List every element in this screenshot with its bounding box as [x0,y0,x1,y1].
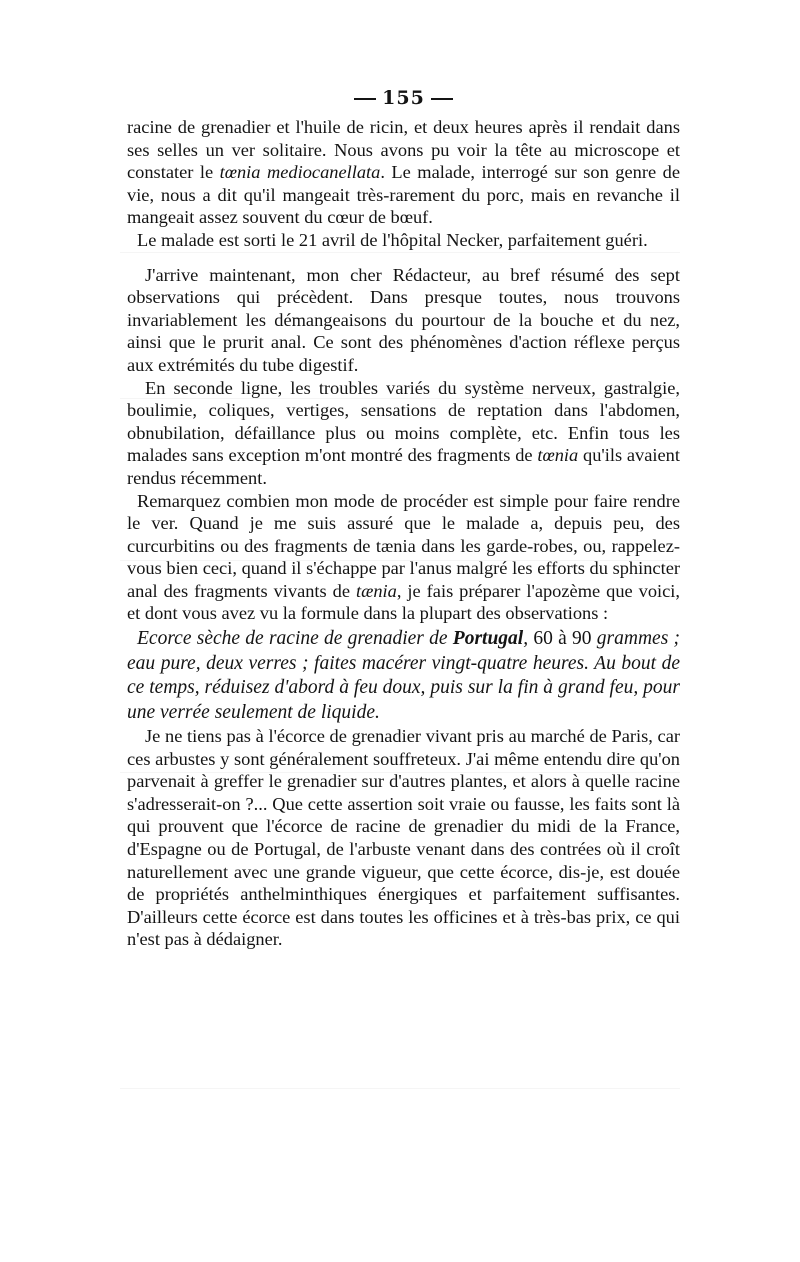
page-number [127,84,680,112]
text-segment: tœnia mediocanellata [219,162,381,183]
text-segment: grammes ; eau pure, deux verres ; faites macérer vingt-quatre heures. Au bout de ce temps, réduisez d'abord à feu doux, puis sur la fin à grand feu, pour une verrée seulement de liquide. [127,628,681,723]
page-number-value: 155 [382,87,425,109]
text-segment: tænia [355,580,397,601]
paragraph-continuation [127,116,680,229]
text-segment: Je ne tiens pas à l'écorce de grenadier vivant pris au marché de Paris, car ces arbustes y sont généralement souffreteux. J'ai même entendu dire qu'on parvenait à greffer le grenadier sur d'autres plantes, et alors à quelle racine s'adresserait-on ?... Que cette assertion soit vraie ou fausse, les faits sont là qui prouvent que l'écorce de racine de grenadier du midi de la France, d'Espagne ou de Portugal, de l'arbuste venant dans des contrées où il croît naturellement avec une grande vigueur, que cette écorce, dis-je, est douée de propriétés anthelminthiques énergiques et parfaitement suffisantes. D'ailleurs cette écorce est dans toutes les officines et à très-bas prix, ce qui n'est pas à dédaigner. [127,726,680,950]
text-segment: En seconde ligne, les troubles variés du système nerveux, gastralgie, boulimie, coliques, vertiges, sensations de reptation dans l'abdomen, obnubilation, défaillance plus ou moins complète, etc. Enfin tous les malades sans exception m'ont montré des fragments de [127,377,680,466]
text-segment: , je fais préparer l'apozème que voici, et dont vous avez vu la formule dans la plupart des observations : [127,580,681,624]
text-segment: . Le malade, interrogé sur son genre de vie, nous a dit qu'il mangeait très-rarement du porc, mais en revanche il mangeait assez souvent du cœur de bœuf. [127,162,680,228]
body-text [127,84,680,951]
text-segment: racine de grenadier et l'huile de ricin, et deux heures après il rendait dans ses selles un ver solitaire. Nous avons pu voir la tête au microscope et constater le [127,117,680,183]
text-segment: Ecorce sèche de racine de grenadier de [137,628,453,650]
text-segment: Remarquez combien mon mode de procéder est simple pour faire rendre le ver. Quand je me suis assuré que le malade a, depuis peu, des curcurbitins ou des fragments de tænia dans les garde-robes, ou, rappelez-vous bien ceci, quand il s'échappe par l'anus malgré les efforts du sphincter anal des fragments vivants de [127,490,680,601]
text-segment: J'arrive maintenant, mon cher Rédacteur, au bref résumé des sept observations qui précèdent. Dans presque toutes, nous trouvons invariablement les démangeaisons du pourtour de la bouche et du nez, ainsi que le prurit anal. Ce sont des phénomènes d'action réflexe perçus aux extrémités du tube digestif. [127,264,680,375]
paragraph-bark-origin [127,725,680,951]
paragraph-summary-intro [127,264,680,377]
paragraph-formula [127,627,680,725]
paragraph-nervous-troubles [127,377,680,490]
text-segment: Le malade est sorti le 21 avril de l'hôpital Necker, parfaitement guéri. [137,229,648,250]
text-segment: tœnia [537,445,579,466]
text-segment: Portugal [452,628,524,650]
text-segment: 60 à 90 [533,628,592,650]
text-segment: , [523,628,534,650]
text-segment: qu'ils avaient rendus récemment. [127,445,680,488]
paragraph-patient-discharged [127,229,680,252]
paragraph-method [127,490,680,626]
